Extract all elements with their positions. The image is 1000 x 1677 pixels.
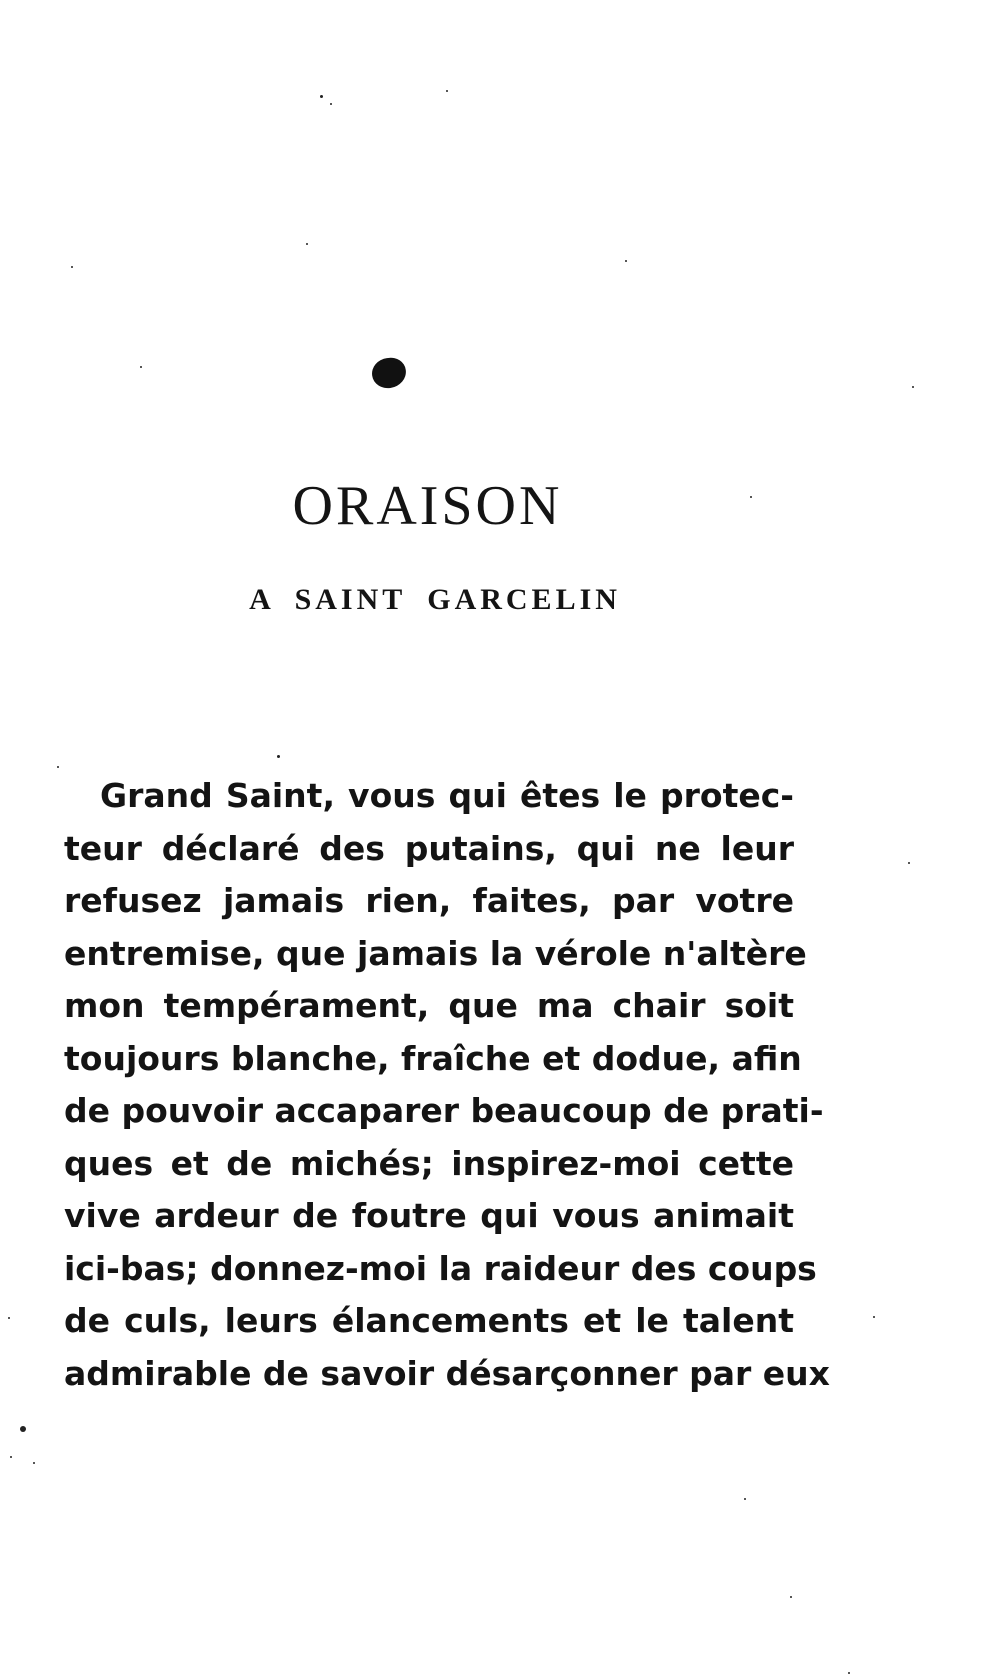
text-line: refusez jamais rien, faites, par votre — [64, 881, 794, 920]
page-subtitle: A SAINT GARCELIN — [249, 583, 621, 616]
text-line: mon tempérament, que ma chair soit — [64, 986, 794, 1025]
text-line: teur déclaré des putains, qui ne leur — [64, 828, 794, 868]
scan-speck — [306, 243, 308, 245]
scan-speck — [750, 496, 752, 498]
scan-speck — [277, 755, 280, 758]
scan-speck — [71, 266, 73, 268]
text-line: ques et de michés; inspirez-moi cette — [64, 1143, 794, 1183]
scan-speck — [446, 90, 448, 92]
text-line: toujours blanche, fraîche et dodue, afin — [64, 1038, 802, 1078]
scan-speck — [790, 1596, 792, 1598]
scan-speck — [625, 260, 627, 262]
prayer-paragraph — [64, 770, 830, 1400]
scan-speck — [320, 95, 323, 98]
scan-speck — [912, 386, 914, 388]
scan-speck — [33, 1462, 35, 1464]
text-line: entremise, que jamais la vérole n'altère — [64, 933, 807, 973]
scan-speck — [330, 103, 332, 105]
scan-speck — [57, 766, 59, 768]
text-line: admirable de savoir désarçonner par eux — [64, 1353, 830, 1393]
text-line: ici-bas; donnez-moi la raideur des coups — [64, 1248, 817, 1288]
page-title: ORAISON — [292, 475, 563, 537]
scan-speck — [744, 1498, 746, 1500]
text-line: de culs, leurs élancements et le talent — [64, 1301, 794, 1340]
ornament-icon — [370, 356, 408, 390]
scan-speck — [20, 1426, 26, 1432]
scan-speck — [140, 366, 142, 368]
scan-speck — [10, 1456, 12, 1458]
scan-speck — [848, 1672, 850, 1674]
scan-speck — [873, 1316, 875, 1318]
scan-speck — [908, 862, 910, 864]
text-line: Grand Saint, vous qui êtes le protec- — [100, 776, 794, 815]
text-line: vive ardeur de foutre qui vous animait — [64, 1196, 794, 1235]
text-line: de pouvoir accaparer beaucoup de prati- — [64, 1091, 824, 1130]
scan-speck — [8, 1317, 10, 1319]
